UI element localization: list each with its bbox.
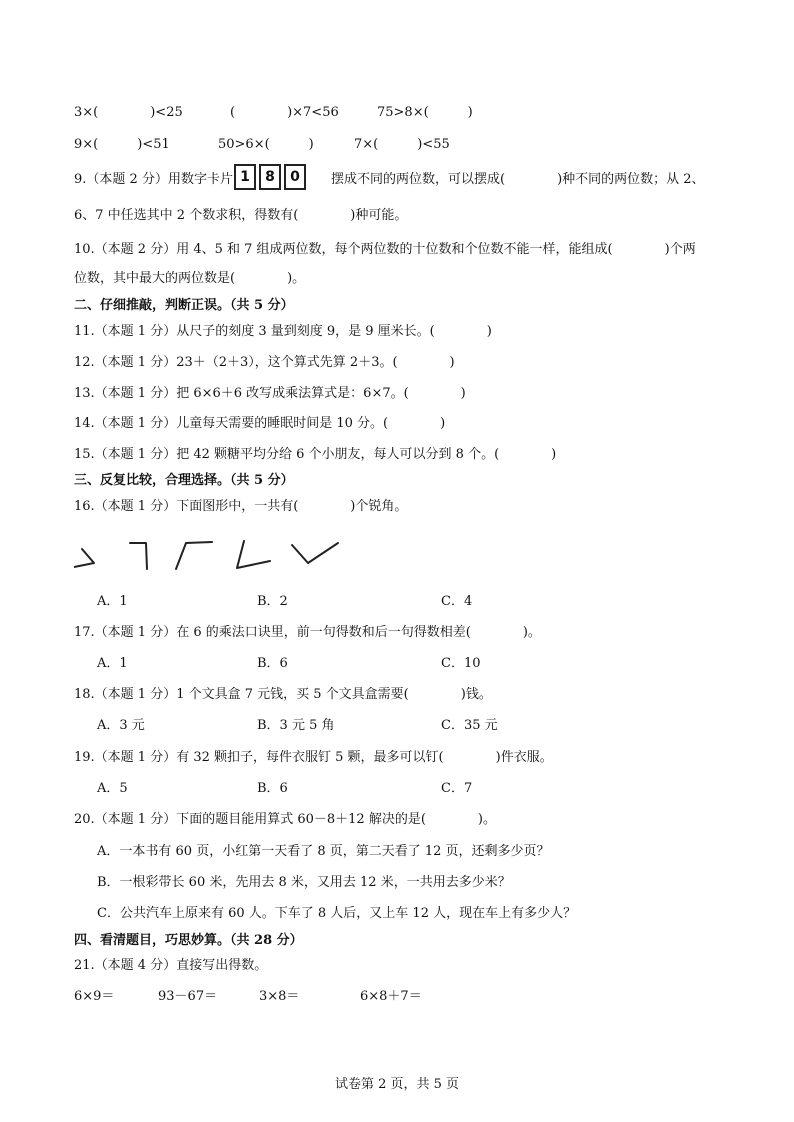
- q17-option-a[interactable]: A．1: [97, 656, 128, 671]
- q8-expr-1: 3×( )<25: [74, 105, 183, 120]
- q16-option-c[interactable]: C．4: [441, 594, 473, 609]
- q10-line-2: 位数，其中最大的两位数是( )。: [74, 271, 306, 286]
- q8-expr-5: 50>6×( ): [218, 137, 314, 152]
- q8-expr-2: ( )×7<56: [230, 105, 339, 120]
- q19-option-b[interactable]: B．6: [257, 781, 288, 796]
- question-13: 13.（本题 1 分）把 6×6＋6 改写成乘法算式是：6×7。( ): [74, 386, 466, 401]
- q10-line-1: 10.（本题 2 分）用 4、5 和 7 组成两位数，每个两位数的十位数和个位数不能一样，能组成( )个两: [74, 242, 696, 257]
- q18-option-b[interactable]: B．3 元 5 角: [257, 718, 335, 733]
- question-14: 14.（本题 1 分）儿童每天需要的睡眠时间是 10 分。( ): [74, 416, 446, 431]
- angle-figure: [74, 549, 94, 567]
- q17-option-b[interactable]: B．6: [257, 656, 288, 671]
- page-footer: 试卷第 2 页，共 5 页: [334, 1077, 460, 1092]
- angle-figures: [74, 535, 354, 575]
- q9-stem-end: 摆成不同的两位数，可以摆成( )种不同的两位数；从 2、: [331, 172, 705, 187]
- q21-expr-3: 3×8＝: [259, 989, 300, 1004]
- question-18: 18.（本题 1 分）1 个文具盒 7 元钱，买 5 个文具盒需要( )钱。: [74, 687, 492, 702]
- question-16: 16.（本题 1 分）下面图形中，一共有( )个锐角。: [74, 499, 408, 514]
- question-19: 19.（本题 1 分）有 32 颗扣子，每件衣服钉 5 颗，最多可以钉( )件衣服。: [74, 750, 553, 765]
- q8-expr-4: 9×( )<51: [74, 137, 170, 152]
- q21-expr-2: 93－67＝: [158, 989, 218, 1004]
- digit-card: 1: [234, 164, 256, 190]
- q18-option-a[interactable]: A．3 元: [97, 718, 145, 733]
- q19-option-c[interactable]: C．7: [441, 781, 473, 796]
- angle-figure: [176, 542, 212, 569]
- q9-line-2: 6、7 中任选其中 2 个数求积，得数有( )种可能。: [74, 208, 408, 223]
- question-12: 12.（本题 1 分）23＋（2＋3），这个算式先算 2＋3。( ): [74, 355, 455, 370]
- q16-option-a[interactable]: A．1: [97, 594, 128, 609]
- question-11: 11.（本题 1 分）从尺子的刻度 3 量到刻度 9，是 9 厘米长。( ): [74, 324, 492, 339]
- question-17: 17.（本题 1 分）在 6 的乘法口诀里，前一句得数和后一句得数相差( )。: [74, 625, 541, 640]
- q18-option-c[interactable]: C．35 元: [441, 718, 498, 733]
- section-heading-3: 三、反复比较，合理选择。（共 5 分）: [74, 473, 294, 488]
- q21-expr-1: 6×9＝: [74, 989, 115, 1004]
- digit-card: 8: [259, 164, 281, 190]
- section-heading-4: 四、看清题目，巧思妙算。（共 28 分）: [74, 933, 303, 948]
- q21-expr-4: 6×8＋7＝: [360, 989, 422, 1004]
- q20-option-c[interactable]: C．公共汽车上原来有 60 人。下车了 8 人后，又上车 12 人，现在车上有多少人？: [97, 906, 577, 921]
- angle-figure: [237, 541, 270, 568]
- q19-option-a[interactable]: A．5: [97, 781, 128, 796]
- angle-figure: [130, 543, 147, 569]
- q16-option-b[interactable]: B．2: [257, 594, 288, 609]
- question-21: 21.（本题 4 分）直接写出得数。: [74, 958, 268, 973]
- section-heading-2: 二、仔细推敲，判断正误。（共 5 分）: [74, 298, 294, 313]
- q9-stem-start: 9.（本题 2 分）用数字卡片: [74, 172, 233, 187]
- question-15: 15.（本题 1 分）把 42 颗糖平均分给 6 个小朋友，每人可以分到 8 个。( ): [74, 447, 557, 462]
- q20-option-b[interactable]: B．一根彩带长 60 米，先用去 8 米，又用去 12 米，一共用去多少米？: [97, 875, 511, 890]
- q8-expr-3: 75>8×( ): [377, 105, 473, 120]
- q8-expr-6: 7×( )<55: [354, 137, 450, 152]
- digit-card: 0: [284, 164, 306, 190]
- q17-option-c[interactable]: C．10: [441, 656, 481, 671]
- q20-option-a[interactable]: A．一本书有 60 页，小红第一天看了 8 页，第二天看了 12 页，还剩多少页？: [97, 844, 550, 859]
- question-20: 20.（本题 1 分）下面的题目能用算式 60－8＋12 解决的是( )。: [74, 812, 496, 827]
- digit-cards: [234, 164, 309, 190]
- angle-figure: [292, 543, 338, 563]
